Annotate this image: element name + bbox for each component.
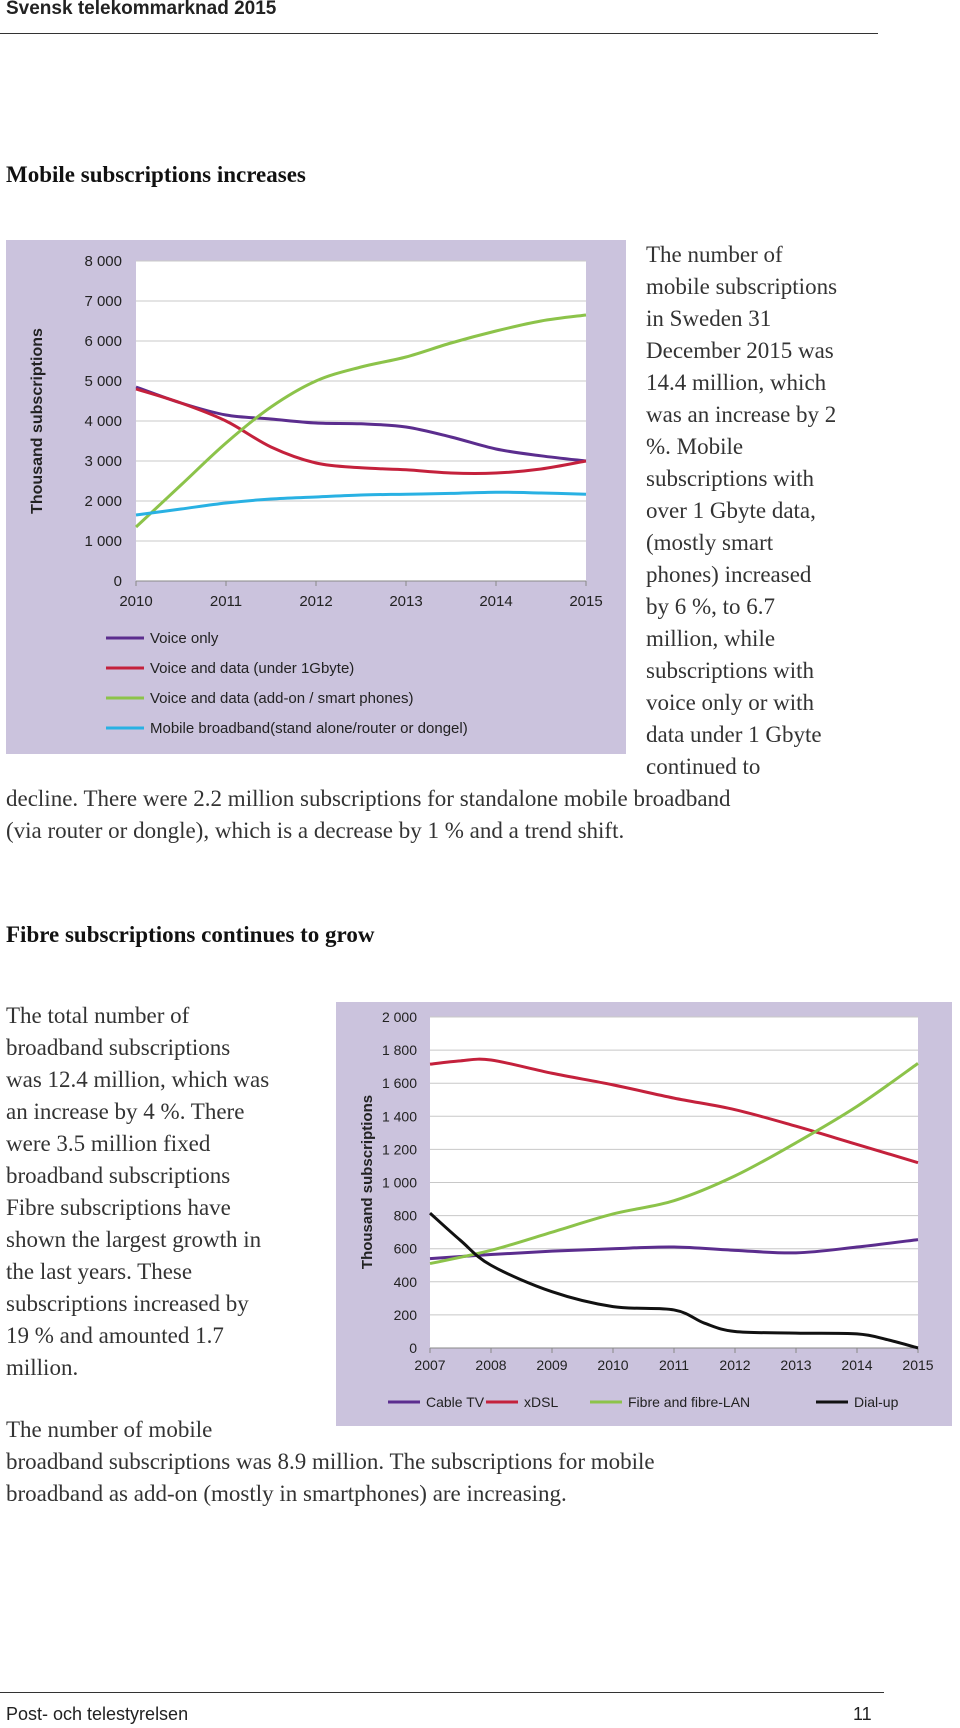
s1-line: million, while: [646, 626, 776, 651]
section-heading-mobile: Mobile subscriptions increases: [6, 162, 306, 187]
s1-line: was an increase by 2: [646, 402, 837, 427]
x-tick-label: 2015: [569, 593, 603, 610]
x-tick-label: 2008: [475, 1357, 507, 1373]
s1-line: mobile subscriptions: [646, 274, 838, 299]
page-header-title: Svensk telekommarknad 2015: [6, 0, 277, 19]
section-heading-fibre: Fibre subscriptions continues to grow: [6, 922, 375, 947]
x-tick-label: 2009: [536, 1357, 568, 1373]
y-tick-label: 1 000: [84, 533, 122, 550]
legend-label: Dial-up: [854, 1394, 899, 1410]
s1-line: %. Mobile: [646, 434, 744, 459]
chart-broadband-svg: [336, 1002, 952, 1426]
y-tick-label: 6 000: [84, 333, 122, 350]
footer-divider: [0, 1692, 884, 1693]
s1-line: (via router or dongle), which is a decrease by 1 % and a trend shift.: [6, 818, 625, 843]
s1-line: over 1 Gbyte data,: [646, 498, 816, 523]
chart-mobile-svg: [6, 240, 626, 754]
s2-line: The total number of: [6, 1003, 190, 1028]
y-tick-label: 2 000: [381, 1009, 417, 1025]
y-tick-label: 2 000: [84, 493, 122, 510]
x-tick-label: 2011: [209, 593, 243, 610]
s2-line: Fibre subscriptions have: [6, 1195, 231, 1220]
legend-label: Mobile broadband(stand alone/router or dongel): [150, 720, 468, 737]
s1-line: phones) increased: [646, 562, 812, 587]
s2-line: broadband subscriptions: [6, 1163, 231, 1188]
x-tick-label: 2012: [719, 1357, 751, 1373]
legend-label: Cable TV: [426, 1394, 485, 1410]
s1-line: subscriptions with: [646, 466, 815, 491]
chart-broadband-subscriptions: [336, 1002, 952, 1426]
s1-line: data under 1 Gbyte: [646, 722, 822, 747]
s1-line: decline. There were 2.2 million subscriptions for standalone mobile broadband: [6, 786, 731, 811]
y-tick-label: 3 000: [84, 453, 122, 470]
y-tick-label: 600: [393, 1240, 417, 1257]
x-tick-label: 2010: [119, 593, 153, 610]
s1-line: in Sweden 31: [646, 306, 772, 331]
s2-line: an increase by 4 %. There: [6, 1099, 245, 1124]
y-tick-label: 8 000: [84, 253, 122, 270]
x-tick-label: 2007: [414, 1357, 446, 1373]
legend-label: Fibre and fibre-LAN: [628, 1394, 751, 1410]
s1-line: continued to: [646, 754, 761, 779]
legend-label: Voice only: [150, 630, 219, 647]
s2-line: were 3.5 million fixed: [6, 1131, 211, 1156]
s2-line: million.: [6, 1355, 79, 1380]
x-tick-label: 2014: [479, 593, 513, 610]
legend-label: xDSL: [524, 1394, 559, 1410]
y-tick-label: 7 000: [84, 293, 122, 310]
footer-publisher: Post- och telestyrelsen: [6, 1704, 189, 1724]
y-tick-label: 800: [393, 1207, 417, 1224]
y-tick-label: 0: [113, 573, 122, 590]
y-tick-label: 400: [393, 1273, 417, 1290]
legend-label: Voice and data (under 1Gbyte): [150, 660, 355, 677]
s1-line: 14.4 million, which: [646, 370, 827, 395]
s2-line: The number of mobile: [6, 1417, 213, 1442]
y-tick-label: 1 800: [381, 1042, 417, 1059]
s2-line: the last years. These: [6, 1259, 193, 1284]
footer-page-number: 11: [853, 1704, 872, 1724]
legend-label: Voice and data (add-on / smart phones): [150, 690, 414, 707]
x-tick-label: 2014: [841, 1357, 873, 1373]
y-tick-label: 1 000: [381, 1174, 417, 1191]
x-tick-label: 2010: [597, 1357, 629, 1373]
s1-line: subscriptions with: [646, 658, 815, 683]
y-axis-title: Thousand subscriptions: [29, 328, 46, 514]
x-tick-label: 2012: [299, 593, 333, 610]
x-tick-label: 2013: [389, 593, 423, 610]
y-tick-label: 1 600: [381, 1075, 417, 1092]
x-tick-label: 2011: [658, 1357, 690, 1373]
chart-mobile-subscriptions: [6, 240, 626, 754]
y-tick-label: 1 200: [381, 1141, 417, 1158]
x-tick-label: 2015: [902, 1357, 934, 1373]
y-tick-label: 1 400: [381, 1108, 417, 1125]
s1-line: voice only or with: [646, 690, 814, 715]
x-tick-label: 2013: [780, 1357, 812, 1373]
s2-line: subscriptions increased by: [6, 1291, 249, 1316]
y-tick-label: 4 000: [84, 413, 122, 430]
y-tick-label: 0: [409, 1340, 417, 1356]
s1-line: (mostly smart: [646, 530, 774, 555]
s1-line: The number of: [646, 242, 783, 267]
s1-line: by 6 %, to 6.7: [646, 594, 776, 619]
s2-line: broadband subscriptions was 8.9 million. The subscriptions for mobile: [6, 1449, 655, 1474]
y-axis-title: Thousand subscriptions: [359, 1094, 376, 1270]
s2-line: 19 % and amounted 1.7: [6, 1323, 224, 1348]
s2-line: broadband subscriptions: [6, 1035, 231, 1060]
y-tick-label: 200: [393, 1306, 417, 1323]
s1-line: December 2015 was: [646, 338, 834, 363]
y-tick-label: 5 000: [84, 373, 122, 390]
s2-line: shown the largest growth in: [6, 1227, 262, 1252]
s2-line: was 12.4 million, which was: [6, 1067, 270, 1092]
s2-line: broadband as add-on (mostly in smartphones) are increasing.: [6, 1481, 567, 1506]
header-divider: [0, 33, 878, 34]
